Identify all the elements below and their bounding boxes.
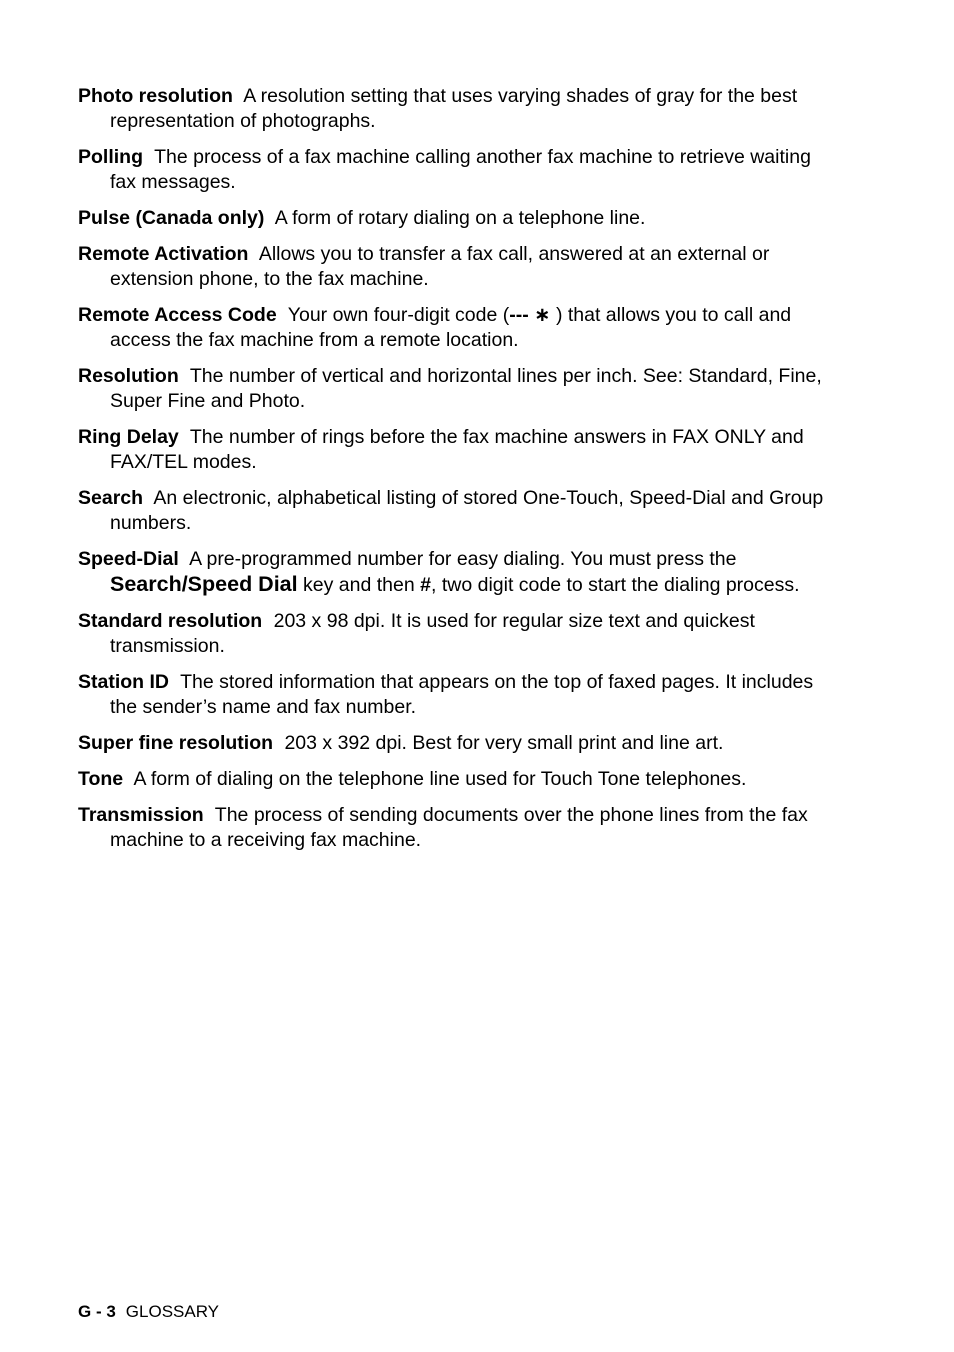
- glossary-term: Super fine resolution: [78, 732, 274, 754]
- glossary-term: Remote Access Code: [78, 304, 277, 326]
- speed-dial-key-name: Search/Speed Dial: [110, 572, 298, 596]
- page-footer: [78, 1301, 219, 1323]
- glossary-term: Tone: [78, 768, 124, 790]
- glossary-entry: [78, 84, 838, 134]
- glossary-definition: Allows you to transfer a fax call, answered at an external or extension phone, to the fax machine.: [110, 243, 770, 290]
- glossary-entry: [78, 486, 838, 536]
- glossary-entry: [78, 731, 838, 756]
- glossary-definition: An electronic, alphabetical listing of stored One-Touch, Speed-Dial and Group numbers.: [110, 487, 824, 534]
- glossary-term: Standard resolution: [78, 610, 263, 632]
- glossary-term: Station ID: [78, 671, 169, 693]
- glossary-term: Transmission: [78, 804, 204, 826]
- glossary-definition: 203 x 98 dpi. It is used for regular size text and quickest transmission.: [110, 610, 755, 657]
- glossary-term: Ring Delay: [78, 426, 179, 448]
- glossary-definition: A resolution setting that uses varying shades of gray for the best representation of photographs.: [110, 85, 798, 132]
- glossary-definition: The process of a fax machine calling another fax machine to retrieve waiting fax messages.: [110, 146, 811, 193]
- remote-access-code-symbol: --- ∗: [509, 304, 551, 326]
- glossary-entry: [78, 670, 838, 720]
- glossary-entry: [78, 145, 838, 195]
- glossary-entry: [78, 206, 838, 231]
- glossary-term: Photo resolution: [78, 85, 233, 107]
- glossary-entry: [78, 547, 838, 598]
- glossary-term: Remote Activation: [78, 243, 249, 265]
- glossary-definition: The stored information that appears on the top of faxed pages. It includes the sender’s name and fax number.: [110, 671, 814, 718]
- glossary-entry: [78, 803, 838, 853]
- glossary-definition: 203 x 392 dpi. Best for very small print and line art.: [284, 732, 724, 754]
- hash-symbol: #: [420, 574, 431, 596]
- glossary-definition-part: key and then: [303, 574, 415, 596]
- glossary-entry: [78, 609, 838, 659]
- glossary-entry: [78, 242, 838, 292]
- glossary-term: Polling: [78, 146, 143, 168]
- glossary-entry: [78, 303, 838, 353]
- glossary-term: Speed-Dial: [78, 548, 179, 570]
- glossary-definition: The number of rings before the fax machine answers in FAX ONLY and FAX/TEL modes.: [110, 426, 804, 473]
- glossary-term: Pulse (Canada only): [78, 207, 265, 229]
- glossary-definition-part: , two digit code to start the dialing process.: [431, 574, 800, 596]
- section-title: GLOSSARY: [125, 1302, 220, 1321]
- glossary-definition-part: A pre-programmed number for easy dialing. You must press the: [189, 548, 737, 570]
- glossary-definition-part: Your own four-digit code (: [287, 304, 510, 326]
- glossary-definition: A form of dialing on the telephone line used for Touch Tone telephones.: [133, 768, 747, 790]
- glossary-definition: The process of sending documents over the phone lines from the fax machine to a receiving fax machine.: [110, 804, 808, 851]
- glossary-entry: [78, 767, 838, 792]
- glossary-definition: The number of vertical and horizontal lines per inch. See: Standard, Fine, Super Fine and Photo.: [110, 365, 822, 412]
- glossary-entry: [78, 425, 838, 475]
- glossary-term: Search: [78, 487, 144, 509]
- glossary-list: [78, 84, 838, 864]
- glossary-definition: A form of rotary dialing on a telephone line.: [274, 207, 646, 229]
- page-number: G - 3: [78, 1302, 116, 1321]
- glossary-term: Resolution: [78, 365, 179, 387]
- glossary-definition-part: ) that allows you to call and access the fax machine from a remote location.: [110, 304, 792, 351]
- glossary-entry: [78, 364, 838, 414]
